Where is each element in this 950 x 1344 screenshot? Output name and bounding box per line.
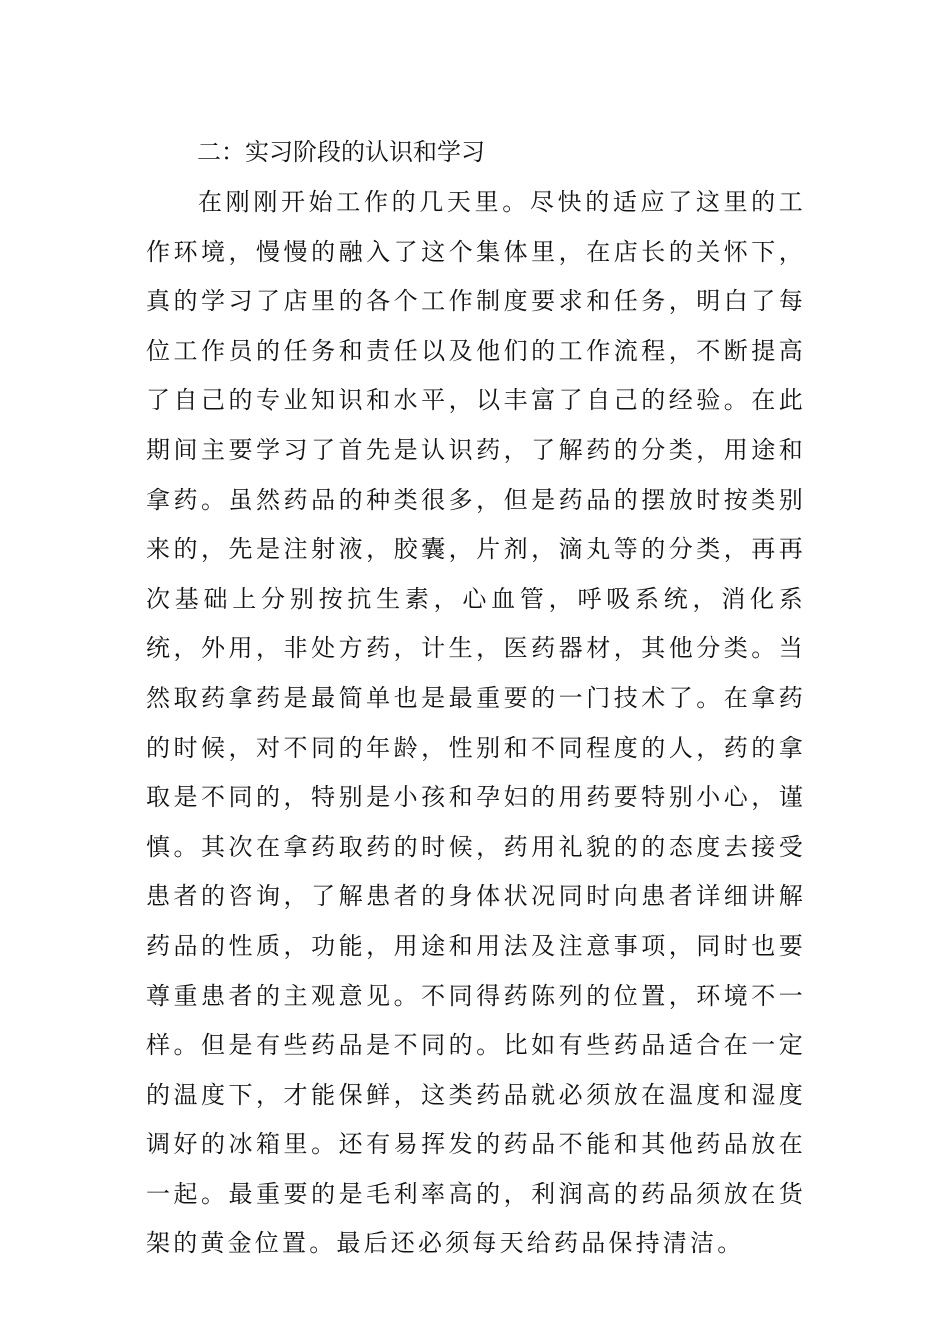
body-paragraph: 在刚刚开始工作的几天里。尽快的适应了这里的工作环境，慢慢的融入了这个集体里，在店长的关怀下，真的学习了店里的各个工作制度要求和任务，明白了每位工作员的任务和责任以及他们的工作流程，不断提高了自己的专业知识和水平，以丰富了自己的经验。在此期间主要学习了首先是认识药，了解药的分类，用途和拿药。虽然药品的种类很多，但是药品的摆放时按类别来的，先是注射液，胶囊，片剂，滴丸等的分类，再再次基础上分别按抗生素，心血管，呼吸系统，消化系统，外用，非处方药，计生，医药器材，其他分类。当然取药拿药是最简单也是最重要的一门技术了。在拿药的时候，对不同的年龄，性别和不同程度的人，药的拿取是不同的，特别是小孩和孕妇的用药要特别小心，谨慎。其次在拿药取药的时候，药用礼貌的的态度去接受患者的咨询，了解患者的身体状况同时向患者详细讲解药品的性质，功能，用途和用法及注意事项，同时也要尊重患者的主观意见。不同得药陈列的位置，环境不一样。但是有些药品是不同的。比如有些药品适合在一定的温度下，才能保鲜，这类药品就必须放在温度和湿度调好的冰箱里。还有易挥发的药品不能和其他药品放在一起。最重要的是毛利率高的，利润高的药品须放在货架的黄金位置。最后还必须每天给药品保持清洁。 bbox=[146, 188, 806, 1258]
section-heading: 二：实习阶段的认识和学习 bbox=[197, 138, 485, 166]
